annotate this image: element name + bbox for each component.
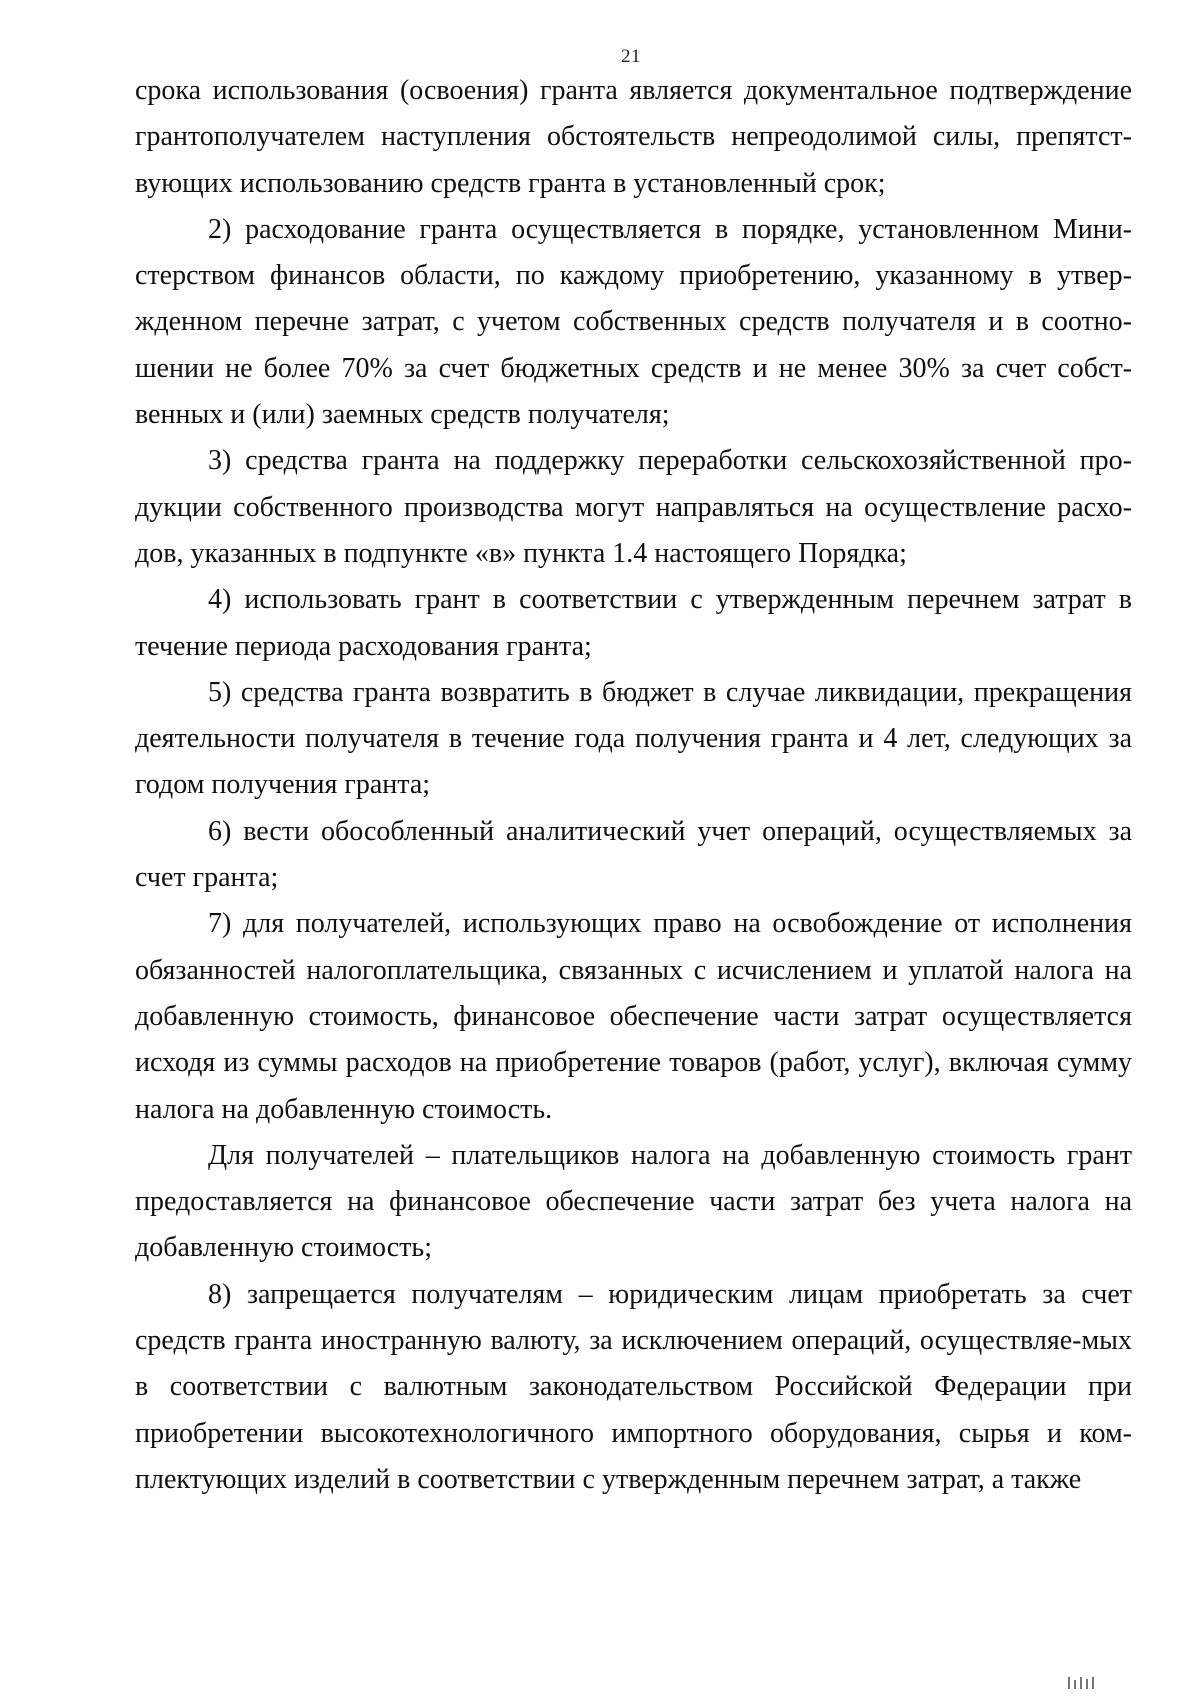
scan-mark (1074, 1680, 1076, 1689)
paragraph-item-4: 4) использовать грант в соответствии с утвержденным перечнем затрат в течение периода расходования гранта; (135, 584, 1132, 662)
scan-mark (1068, 1677, 1070, 1689)
scan-marks (1068, 1675, 1100, 1689)
page-number: 21 (621, 46, 641, 67)
paragraph-item-5: 5) средства гранта возвратить в бюджет в случае ликвидации, прекращения деятельности получателя в течение года получения гранта и 4 лет, следующих за годом получения гранта; (135, 676, 1132, 801)
scan-mark (1080, 1677, 1082, 1689)
scan-mark (1092, 1677, 1094, 1689)
paragraph-item-6: 6) вести обособленный аналитический учет операций, осуществляемых за счет гранта; (135, 815, 1132, 894)
document-body (135, 68, 1132, 1503)
paragraph-item-3: 3) средства гранта на поддержку переработки сельскохозяйственной про-дукции собственного производства могут направляться на осуществление расхо-дов, указанных в подпункте «в» пункта 1.4 настоящего Порядка; (135, 445, 1132, 569)
paragraph-item-8: 8) запрещается получателям – юридическим лицам приобретать за счет средств гранта иностранную валюту, за исключением операций, осуществляе-мых в соответствии с валютным законодательством Российской Федерации при приобретении высокотехнологичного импортного оборудования, сырья и ком-плектующих изделий в соответствии с утвержденным перечнем затрат, а также (135, 1278, 1132, 1495)
paragraph-continuation: срока использования (освоения) гранта является документальное подтверждение грантополучателем наступления обстоятельств непреодолимой силы, препятст-вующих использованию средств гранта в установленный срок; (135, 75, 1132, 199)
scan-mark (1086, 1679, 1088, 1689)
paragraph-item-2: 2) расходование гранта осуществляется в порядке, установленном Мини-стерством финансов области, по каждому приобретению, указанному в утвер-жденном перечне затрат, с учетом собственных средств получателя и в соотно-шении не более 70% за счет бюджетных средств и не менее 30% за счет собст-венных и (или) заемных средств получателя; (135, 213, 1132, 431)
paragraph-item-7: 7) для получателей, использующих право на освобождение от исполнения обязанностей налогоплательщика, связанных с исчислением и уплатой налога на добавленную стоимость, финансовое обеспечение части затрат осуществляется исходя из суммы расходов на приобретение товаров (работ, услуг), включая сумму налога на добавленную стоимость. (135, 908, 1132, 1125)
paragraph-vat-payers: Для получателей – плательщиков налога на добавленную стоимость грант предоставляется на финансовое обеспечение части затрат без учета налога на добавленную стоимость; (135, 1139, 1132, 1264)
